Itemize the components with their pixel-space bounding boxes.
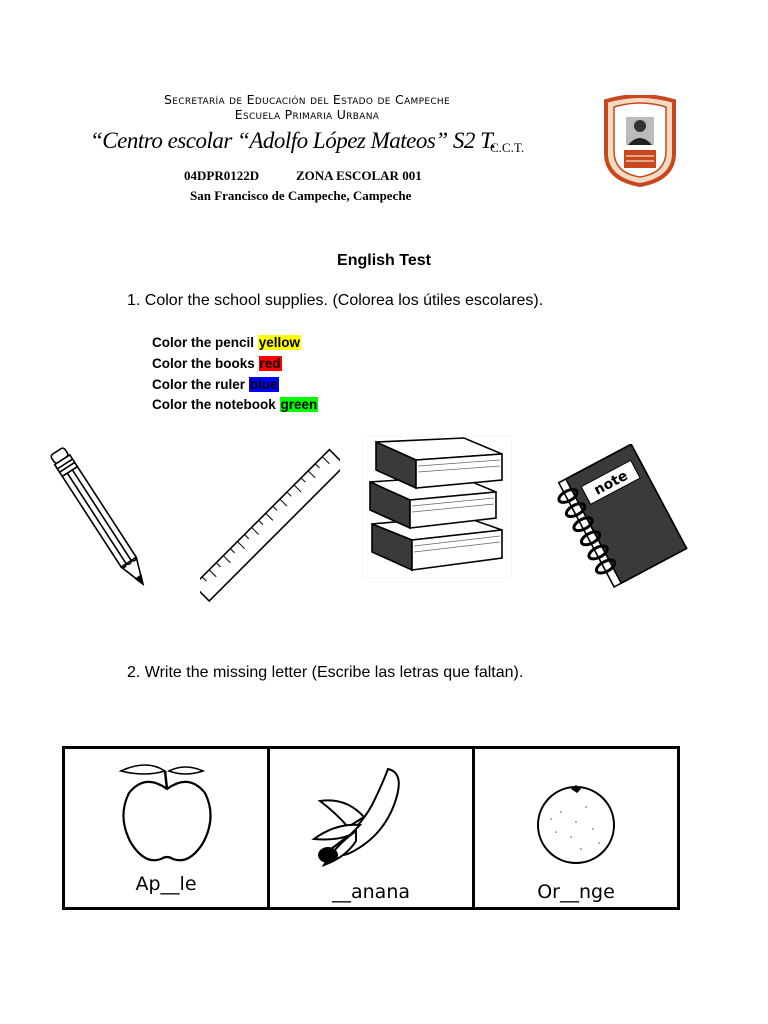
banana-drawing — [306, 761, 416, 869]
question-2-text: 2. Write the missing letter (Escribe las letras que faltan). — [127, 664, 524, 681]
instruction-pencil: Color the pencil yellow — [152, 335, 301, 350]
header-escuela: Escuela Primaria Urbana — [234, 107, 380, 122]
question-1-text: 1. Color the school supplies. (Colorea los útiles escolares). — [127, 292, 544, 309]
books-drawing — [362, 436, 512, 578]
test-title: English Test — [337, 252, 431, 269]
ruler-drawing — [200, 446, 340, 606]
instruction-notebook: Color the notebook green — [152, 397, 318, 412]
cct-label: C.C.T. — [490, 140, 525, 155]
instruction-ruler: Color the ruler blue — [152, 377, 278, 392]
notebook-drawing — [550, 444, 690, 590]
apple-drawing — [115, 759, 219, 869]
school-name: “Centro escolar “Adolfo López Mateos” S2 T. — [90, 128, 496, 153]
school-crest-logo — [602, 95, 678, 187]
color-word-blue: blue — [249, 377, 278, 392]
fruit-cell-banana — [270, 749, 475, 907]
header-secretaria: Secretaría de Educación del Estado de Campeche — [164, 92, 450, 107]
fruit-table — [62, 746, 680, 910]
fruit-cell-apple — [65, 749, 270, 907]
word-orange: Or__nge — [537, 881, 615, 903]
orange-drawing — [531, 777, 621, 867]
word-banana: __anana — [331, 881, 410, 903]
fruit-cell-orange — [475, 749, 677, 907]
word-apple: Ap__le — [135, 873, 197, 895]
pencil-drawing — [40, 436, 165, 606]
color-word-green: green — [280, 397, 318, 412]
notebook-label: note — [591, 467, 631, 499]
color-word-red: red — [259, 356, 281, 371]
city-line: San Francisco de Campeche, Campeche — [190, 188, 412, 203]
zona-escolar: ZONA ESCOLAR 001 — [296, 168, 422, 183]
color-word-yellow: yellow — [258, 335, 301, 350]
instruction-books: Color the books red — [152, 356, 281, 371]
school-code: 04DPR0122D — [184, 168, 260, 183]
